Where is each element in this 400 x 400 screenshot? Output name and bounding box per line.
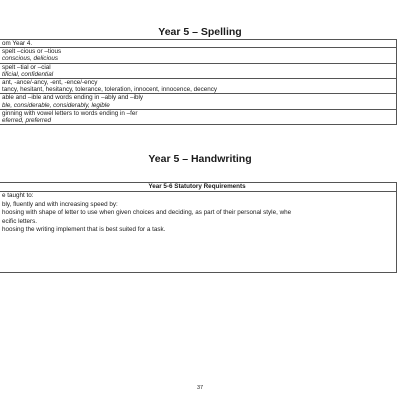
cell-text: spelt –tial or –cial xyxy=(2,63,51,71)
table-row xyxy=(0,94,397,109)
cell-text: able and –ible and words ending in –ably and –ibly xyxy=(2,94,144,102)
handwriting-title: Year 5 – Handwriting xyxy=(148,153,252,165)
requirements-header: Year 5-6 Statutory Requirements xyxy=(0,182,397,192)
cell-text: eferred, preferred xyxy=(2,117,52,125)
table-cell xyxy=(0,79,397,94)
table-cell xyxy=(0,48,397,63)
requirement-line: ecific letters. xyxy=(2,217,37,225)
table-cell xyxy=(0,63,397,78)
cell-text: ginning with vowel letters to words ending in –fer xyxy=(2,109,138,117)
table-cell xyxy=(0,40,397,48)
requirement-line: hoosing with shape of letter to use when given choices and deciding, as part of their personal style, whe xyxy=(2,209,292,217)
spelling-title: Year 5 – Spelling xyxy=(158,26,242,38)
table-row xyxy=(0,48,397,63)
table-row xyxy=(0,79,397,94)
requirement-line: bly, fluently and with increasing speed by: xyxy=(2,200,118,208)
cell-text: om Year 4. xyxy=(2,40,33,47)
page-number: 37 xyxy=(196,385,204,391)
requirement-line: hoosing the writing implement that is best suited for a task. xyxy=(2,226,166,234)
table-row xyxy=(0,40,397,48)
handwriting-table xyxy=(0,182,397,273)
cell-text: ble, considerable, considerably, legible xyxy=(2,101,110,109)
table-cell xyxy=(0,109,397,124)
spelling-table xyxy=(0,39,397,125)
cell-text: spelt –cious or –tious xyxy=(2,48,62,56)
cell-text: conscious, delicious xyxy=(2,55,59,63)
requirement-line: e taught to: xyxy=(2,192,34,199)
cell-text: tificial, confidential xyxy=(2,70,54,78)
table-row xyxy=(0,109,397,124)
requirements-body xyxy=(0,192,397,273)
table-row xyxy=(0,63,397,78)
cell-text: tancy, hesitant, hesitancy, tolerance, toleration, innocent, innocence, decency xyxy=(2,86,218,94)
cell-text: ant, -ance/-ancy, -ent, -ence/-ency xyxy=(2,79,98,87)
table-cell xyxy=(0,94,397,109)
